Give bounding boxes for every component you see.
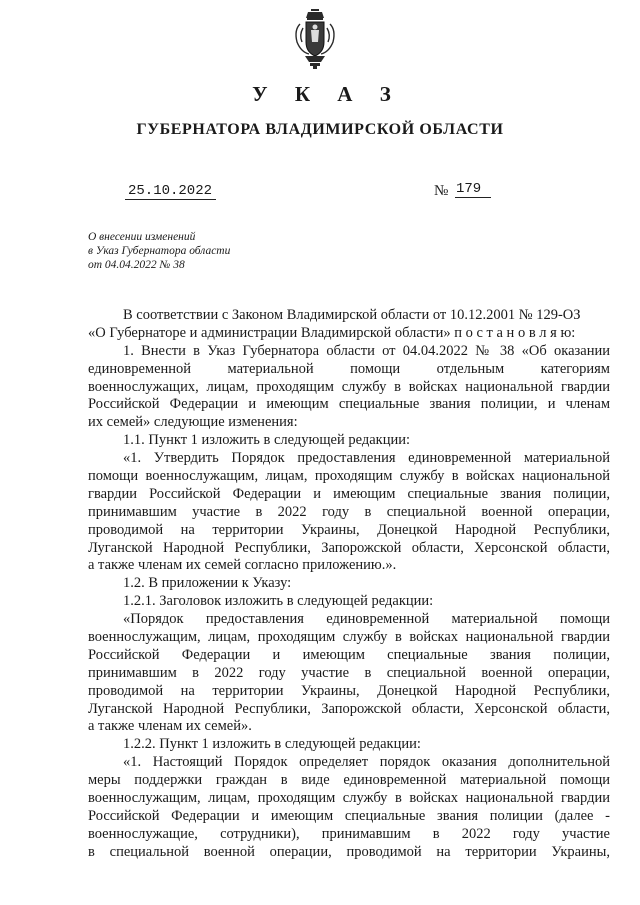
document-type-title: У К А З [252,82,402,106]
body-line: 1.1. Пункт 1 изложить в следующей редакции: [123,432,411,449]
number-label: № [434,183,449,199]
issuer-title: ГУБЕРНАТОРА ВЛАДИМИРСКОЙ ОБЛАСТИ [136,121,504,138]
body-line: военнослужащим, лицам, проходящим службу в войсках национальной гвардии [88,629,610,646]
body-line: «1. Настоящий Порядок определяет порядок оказания дополнительной [123,754,610,771]
document-body [88,307,610,862]
body-line: принимавшим в 2022 году участие в специальной военной операции, [88,664,610,681]
body-line: 1. Внести в Указ Губернатора области от 04.04.2022 № 38 «Об оказании [123,342,610,359]
body-line: 1.2. В приложении к Указу: [123,575,292,592]
body-line: проводимой на территории Украины, Донецкой Народной Республики, [88,682,610,699]
body-line: Луганской Народной Республики, Запорожской области, Херсонской области, [88,700,610,717]
body-line: 1.2.1. Заголовок изложить в следующей редакции: [123,593,434,610]
body-line: военнослужащие, сотрудники), принимавшим в 2022 году участие [88,825,610,842]
body-line: принимавшим участие в 2022 году в специальной военной операции, [88,503,610,520]
body-line: военнослужащих, лицам, проходящим службу в войсках национальной гвардии [88,378,610,395]
document-number: 179 [455,181,491,198]
body-line: военнослужащим, лицам, проходящим службу в войсках национальной гвардии [88,790,610,807]
body-line: Российской Федерации и имеющим специальные звания полиции, и членам [88,396,610,413]
body-line: «Порядок предоставления единовременной материальной помощи [123,611,610,628]
body-line: В соответствии с Законом Владимирской области от 10.12.2001 № 129-ОЗ [123,307,581,323]
body-line: 1.2.2. Пункт 1 изложить в следующей редакции: [123,736,421,753]
body-line: в специальной военной операции, проводимой на территории Украины, [88,843,610,860]
body-line: а также членам их семей согласно приложению.». [88,557,397,574]
body-line: меры поддержки граждан в виде единовременной материальной помощи [88,772,610,789]
body-line: помощи военнослужащим, лицам, проходящим службу в войсках национальной [88,468,610,485]
body-line: «О Губернаторе и администрации Владимирской области» п о с т а н о в л я ю: [88,324,576,341]
document-subject [88,230,230,272]
subject-line: от 04.04.2022 № 38 [88,259,185,271]
subject-line: в Указ Губернатора области [88,245,231,257]
body-line: «1. Утвердить Порядок предоставления единовременной материальной [123,450,610,467]
body-line: проводимой на территории Украины, Донецкой Народной Республики, [88,521,610,538]
document-date: 25.10.2022 [125,183,216,200]
body-line: Российской Федерации и имеющим специальные звания полиции, [88,646,610,663]
body-line: их семей» следующие изменения: [88,414,298,431]
body-line: Луганской Народной Республики, Запорожской области, Херсонской области, [88,539,610,556]
body-line: гвардии Российской Федерации и имеющим специальные звания полиции, [88,485,610,502]
body-line: Российской Федерации и имеющим специальные звания полиции (далее - [88,807,610,824]
coat-of-arms-icon [291,8,339,70]
body-line: единовременной материальной помощи отдельным категориям [88,360,610,377]
subject-line: О внесении изменений [88,231,196,243]
body-line: а также членам их семей». [88,718,252,735]
